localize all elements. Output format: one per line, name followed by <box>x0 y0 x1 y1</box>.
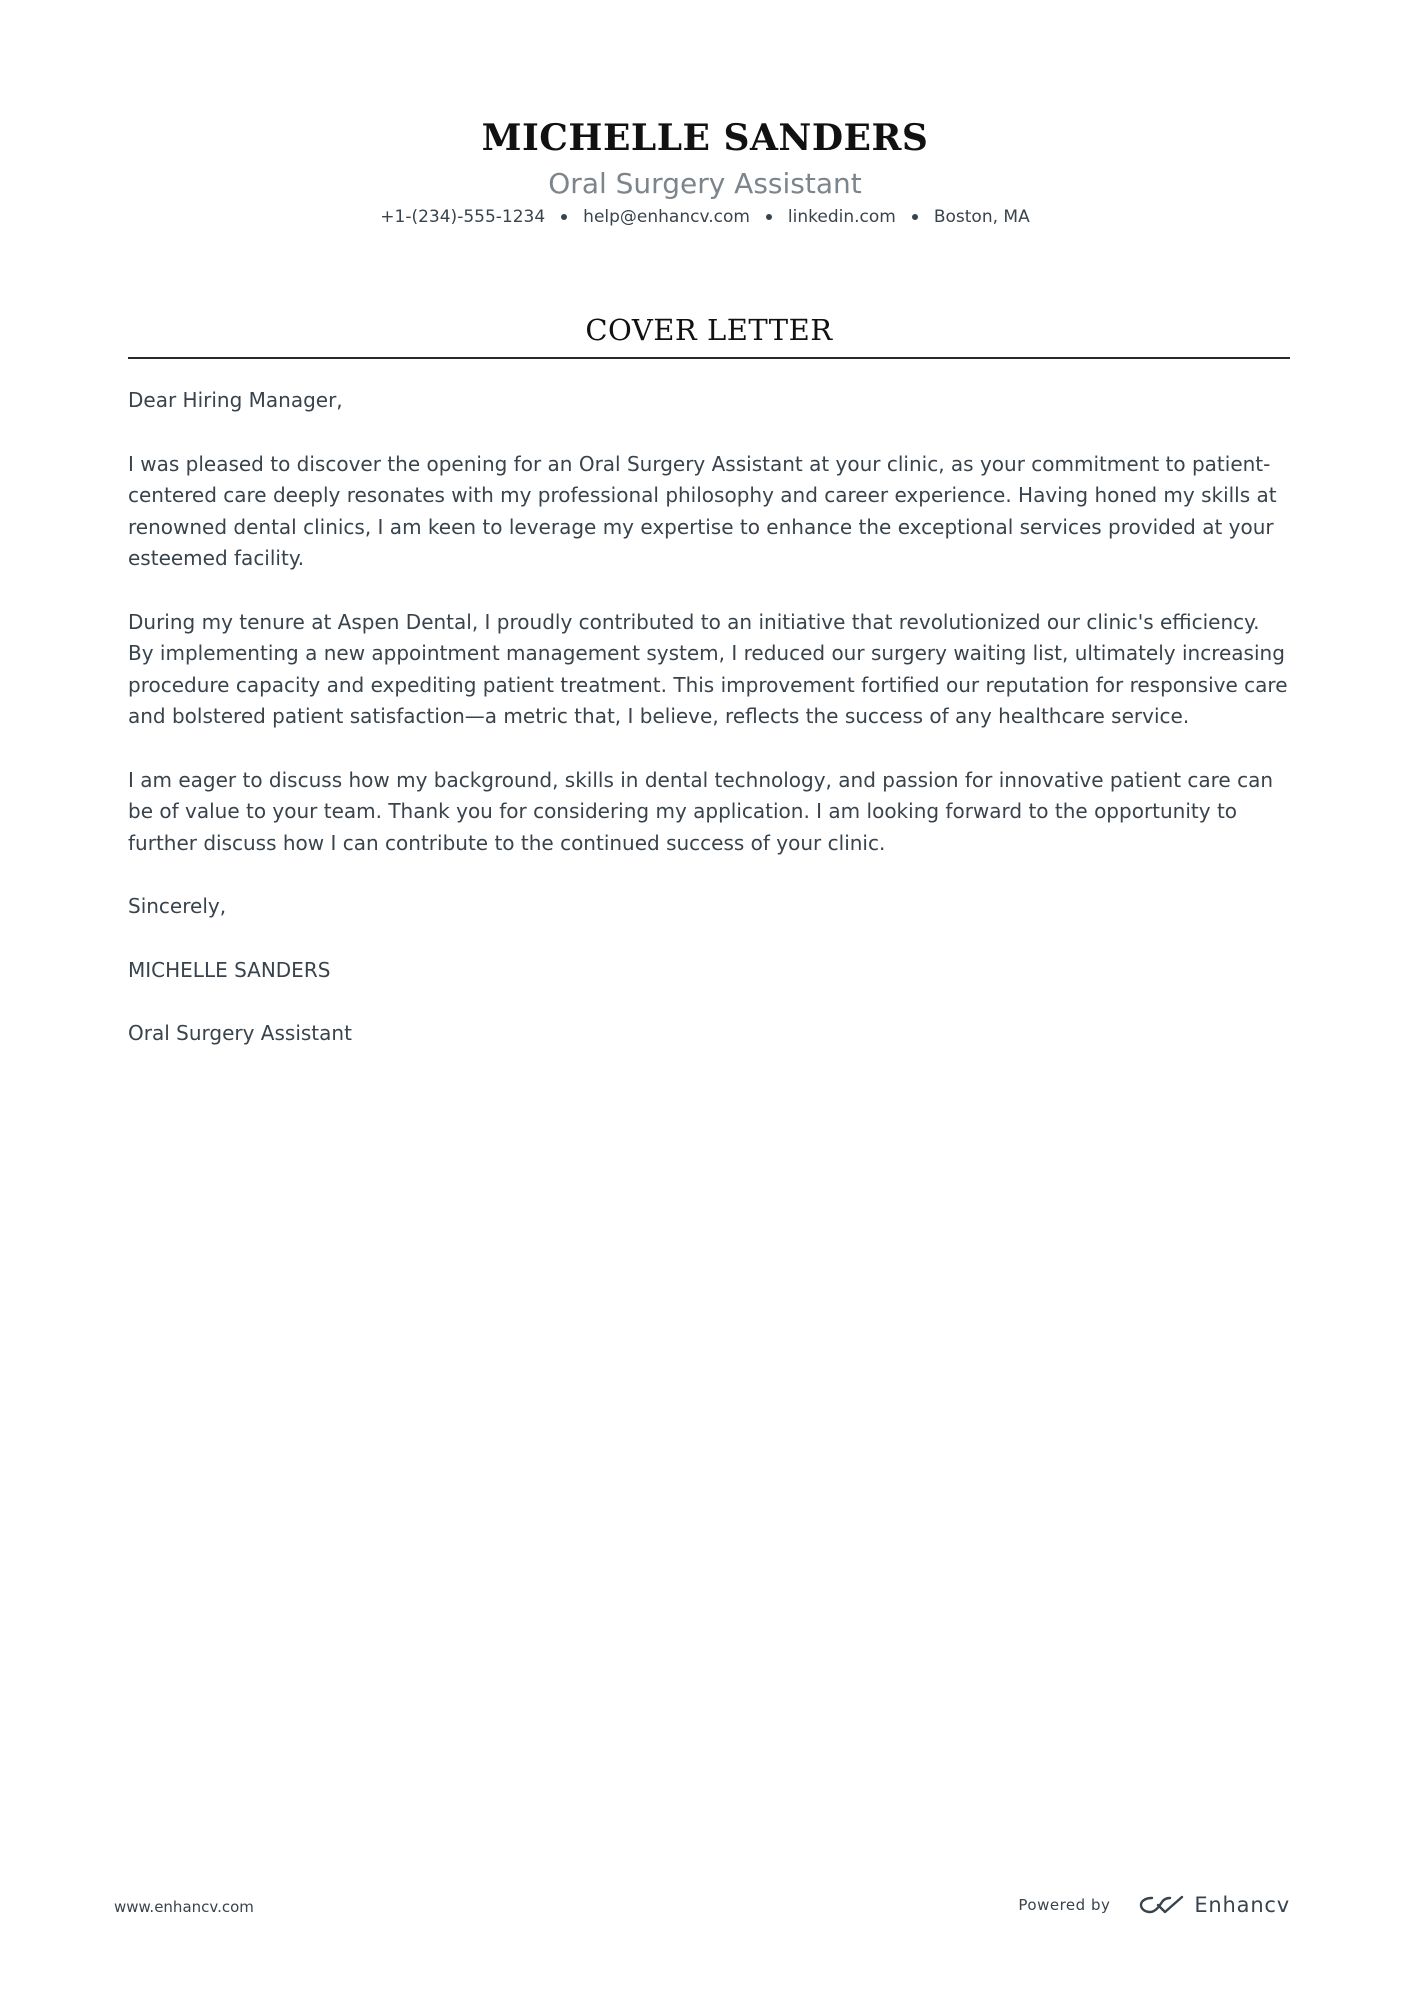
letter-paragraph: I am eager to discuss how my background, skills in dental technology, and passion for innovative patient care can be of value to your team. Thank you for considering my application. I am looking forward to the opportunity to further discuss how I can contribute to the continued success of your clinic. <box>128 767 1274 855</box>
letter-paragraph: During my tenure at Aspen Dental, I proudly contributed to an initiative that revolutionized our clinic's efficiency. By implementing a new appointment management system, I reduced our surgery waiting list, ultimately increasing procedure capacity and expediting patient treatment. This improvement fortified our reputation for responsive care and bolstered patient satisfaction—a metric that, I believe, reflects the success of any healthcare service. <box>128 609 1288 728</box>
bullet-separator-icon <box>561 214 567 220</box>
footer-branding <box>1018 1890 1290 1920</box>
letter-closing: Sincerely, <box>128 894 227 918</box>
letter-paragraph: I was pleased to discover the opening for an Oral Surgery Assistant at your clinic, as your commitment to patient-centered care deeply resonates with my professional philosophy and career experience. Having honed my skills at renowned dental clinics, I am keen to leverage my expertise to enhance the exceptional services provided at your esteemed facility. <box>128 451 1277 570</box>
contact-email[interactable]: help@enhancv.com <box>583 207 750 227</box>
powered-by-label: Powered by <box>1018 1896 1111 1914</box>
contact-phone: +1-(234)-555-1234 <box>380 207 546 227</box>
contact-location: Boston, MA <box>933 207 1030 227</box>
candidate-name: MICHELLE SANDERS <box>481 117 929 159</box>
letter-greeting: Dear Hiring Manager, <box>128 388 343 412</box>
section-title: COVER LETTER <box>585 313 833 347</box>
bullet-separator-icon <box>912 214 918 220</box>
resume-header <box>0 114 1410 230</box>
bullet-separator-icon <box>766 214 772 220</box>
section-divider <box>128 357 1290 359</box>
signature-name: MICHELLE SANDERS <box>128 957 331 982</box>
signature-title: Oral Surgery Assistant <box>128 1021 352 1045</box>
candidate-title: Oral Surgery Assistant <box>548 167 862 200</box>
letter-body <box>128 385 1290 1082</box>
enhancv-logo-icon <box>1138 1892 1186 1918</box>
enhancv-brand-name: Enhancv <box>1194 1893 1290 1917</box>
contact-linkedin[interactable]: linkedin.com <box>787 207 896 227</box>
enhancv-logo[interactable] <box>1138 1892 1290 1918</box>
footer-website-link[interactable]: www.enhancv.com <box>114 1898 254 1916</box>
contact-info <box>0 204 1410 230</box>
